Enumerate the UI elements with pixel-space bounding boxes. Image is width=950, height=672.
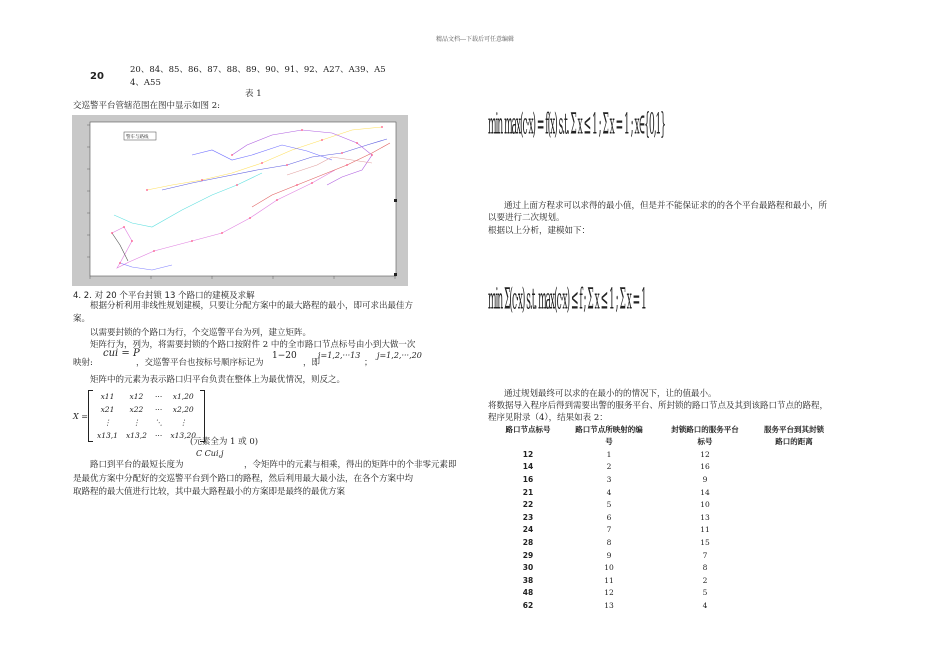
para1-line1: 根据分析利用非线性规划建模，只要让分配方案中的最大路程的最小，即可求出最佳方 — [90, 301, 414, 311]
table-cell: 9 — [702, 474, 708, 484]
section-heading: 4. 2. 对 20 个平台封锁 13 个路口的建模及求解 — [73, 291, 255, 301]
formula-j: j=1,2,···,20 — [377, 351, 422, 360]
table-cell: 12 — [522, 449, 534, 459]
table-cell: 10 — [604, 563, 614, 573]
table-row — [497, 511, 837, 524]
table-body — [497, 448, 837, 612]
matrix-cell: x13,20 — [170, 431, 197, 440]
table-row — [497, 549, 837, 562]
matrix-right-bracket — [200, 390, 205, 442]
table-row — [497, 574, 837, 587]
right-para1-line1: 通过上面方程求可以求得的最小值，但是并不能保证求的的各个平台最路程和最小，所 — [504, 201, 828, 211]
matrix-cell: ⋮ — [132, 418, 141, 427]
formula-range: 1−20 — [272, 351, 297, 361]
table-cell — [751, 549, 837, 562]
table-cell — [751, 511, 837, 524]
matrix-cell: x21 — [100, 405, 115, 414]
table-cell: 6 — [606, 512, 612, 522]
para2: 以需要封锁的个路口为行，个交巡警平台为列，建立矩阵。 — [90, 328, 312, 338]
column-header: 路口节点标号 — [505, 425, 551, 434]
para5-line1: 路口到平台的最短长度为 — [90, 460, 184, 470]
formula-sep: ； — [364, 358, 373, 368]
matrix-cell: x13,1 — [97, 431, 118, 440]
matrix-cell: ⋮ — [103, 418, 112, 427]
table-cell: 3 — [606, 474, 612, 484]
matrix-cell: x11 — [100, 392, 115, 401]
right-para4-line2: 程序见附录（4），结果如表 2： — [488, 413, 608, 423]
table-cell: 62 — [522, 600, 534, 610]
table-row — [497, 536, 837, 549]
table-cell: 12 — [604, 588, 614, 598]
table-row-key: 20 — [90, 71, 104, 82]
table-cell: 15 — [700, 537, 710, 547]
table-cell: 16 — [522, 474, 534, 484]
table-cell — [751, 587, 837, 600]
table-cell — [751, 574, 837, 587]
table-row — [497, 524, 837, 537]
formula1-strip: min max(c·x) = f(x) s.t. Σ x ≤ 1 ; Σ x = 1 ; x∈{0,1} — [488, 111, 666, 143]
table-cell: 10 — [700, 500, 710, 510]
figure-map — [72, 115, 408, 286]
table-header-row — [497, 424, 837, 448]
para3-after: ，即 — [303, 358, 321, 368]
matrix-cell: x1,20 — [172, 392, 194, 401]
table-row — [497, 461, 837, 474]
table-cell: 21 — [522, 487, 534, 497]
table-cell: 5 — [606, 500, 612, 510]
table-cell — [751, 536, 837, 549]
table-cell: 5 — [702, 588, 708, 598]
table-cell: 8 — [606, 537, 612, 547]
table-cell — [751, 498, 837, 511]
table-cell: 12 — [700, 449, 710, 459]
formula-c: C Cui,j — [196, 449, 224, 458]
table-cell — [751, 473, 837, 486]
para5-line3: 取路程的最大值进行比较，其中最大路程最小的方案即是最终的最优方案 — [73, 487, 346, 497]
matrix-cell: ··· — [155, 405, 163, 414]
table-cell: 48 — [522, 588, 534, 598]
table-cell — [751, 524, 837, 537]
column-header: 封锁路口的服务平台 标号 — [671, 425, 739, 446]
table-cell: 7 — [606, 525, 612, 535]
page-header: 精品文档---下载后可任意编辑 — [435, 36, 515, 43]
table-cell — [751, 486, 837, 499]
matrix-cell: x13,2 — [125, 431, 147, 440]
matrix-cell: ⋱ — [154, 418, 163, 427]
table-caption: 表 1 — [245, 89, 262, 99]
formula-map: cui = P — [103, 348, 140, 359]
formula1-image — [488, 62, 666, 192]
table-cell: 23 — [522, 512, 534, 522]
table-row — [497, 498, 837, 511]
para4: 矩阵中的元素为表示路口归平台负责在整体上为最优情况，则反之。 — [90, 375, 346, 385]
para5-line1b: ，令矩阵中的元素与相乘，得出的矩阵中的个非零元素即 — [244, 460, 457, 470]
table-cell: 16 — [700, 462, 710, 472]
table-cell: 8 — [702, 563, 708, 573]
table-cell: 11 — [604, 575, 614, 585]
table-cell: 1 — [606, 449, 612, 459]
table-cell: 2 — [702, 575, 708, 585]
para5-line2: 是最优方案中分配好的交巡警平台到个路口的路程，然后利用最大最小法，在各个方案中均 — [73, 474, 414, 484]
column-header: 路口节点所映射的编 号 — [575, 425, 643, 446]
matrix-cell: ⋮ — [179, 418, 187, 427]
table-cell: 29 — [522, 550, 534, 560]
matrix-x — [88, 390, 205, 442]
table-cell — [751, 599, 837, 612]
table-cell: 13 — [604, 600, 614, 610]
table-cell: 14 — [700, 487, 710, 497]
table-row — [497, 473, 837, 486]
matrix-label: X = — [73, 412, 88, 421]
table-cell: 24 — [522, 525, 534, 535]
right-para3: 通过规划最终可以求的在最小的的情况下，让的值最小。 — [504, 389, 717, 399]
table-row — [497, 486, 837, 499]
table-row — [497, 587, 837, 600]
matrix-cell: ··· — [155, 431, 163, 440]
table-cell: 30 — [522, 563, 534, 573]
right-para1-line2: 以要进行二次规划。 — [488, 213, 565, 223]
table-cell: 22 — [522, 500, 534, 510]
right-para2: 根据以上分析，建模如下： — [488, 226, 591, 236]
para3-line1: 矩阵行为，列为，将需要封锁的个路口按附件 2 中的全市路口节点标号由小到大做一次 — [90, 340, 416, 350]
table-row — [497, 599, 837, 612]
figure-intro: 交巡警平台管辖范围在图中显示如图 2: — [73, 101, 220, 111]
matrix-cell: x2,20 — [172, 405, 194, 414]
table-cell: 7 — [702, 550, 708, 560]
para3-mid: ，交巡警平台也按标号顺序标记为 — [136, 358, 264, 368]
matrix-cell: x22 — [129, 405, 144, 414]
matrix-cell: ··· — [155, 392, 163, 401]
table-row-line2: 4、A55 — [130, 78, 161, 88]
table-cell: 4 — [606, 487, 612, 497]
table-row — [497, 561, 837, 574]
matrix-cell: x12 — [129, 392, 144, 401]
right-para4-line1: 将数据导入程序后得到需要出警的服务平台、所封锁的路口节点及其到该路口节点的路程， — [488, 401, 829, 411]
table-cell: 13 — [700, 512, 710, 522]
formula2-strip: min Σ(c·x) s.t. max(c·x) ≤ f ; Σ x ≤ 1 ; Σ x = 1 — [488, 286, 646, 318]
table-cell — [751, 461, 837, 474]
network-map-graphic — [72, 115, 408, 286]
table-cell — [751, 561, 837, 574]
table-row-line1: 20、84、85、86、87、88、89、90、91、92、A27、A39、A5 — [130, 65, 386, 75]
table-row — [497, 448, 837, 461]
table-cell: 2 — [606, 462, 612, 472]
table-cell: 4 — [702, 600, 708, 610]
column-header: 服务平台到其封锁 路口的距离 — [764, 425, 824, 446]
para1-line2: 案。 — [73, 314, 91, 324]
results-table — [497, 424, 837, 612]
formula-i: i=1,2,···13 — [318, 351, 361, 360]
table-cell: 14 — [522, 462, 534, 472]
matrix-grid — [93, 390, 200, 442]
figure-legend: 警车与路线 — [126, 135, 149, 140]
table-cell: 11 — [700, 525, 710, 535]
table-cell: 9 — [606, 550, 612, 560]
table-cell: 28 — [522, 537, 534, 547]
table-cell — [751, 448, 837, 461]
formula2-image — [488, 242, 646, 352]
table-cell: 38 — [522, 575, 534, 585]
para3-prefix: 映射: — [73, 358, 93, 368]
matrix-note: (元素全为 1 或 0) — [190, 437, 259, 447]
